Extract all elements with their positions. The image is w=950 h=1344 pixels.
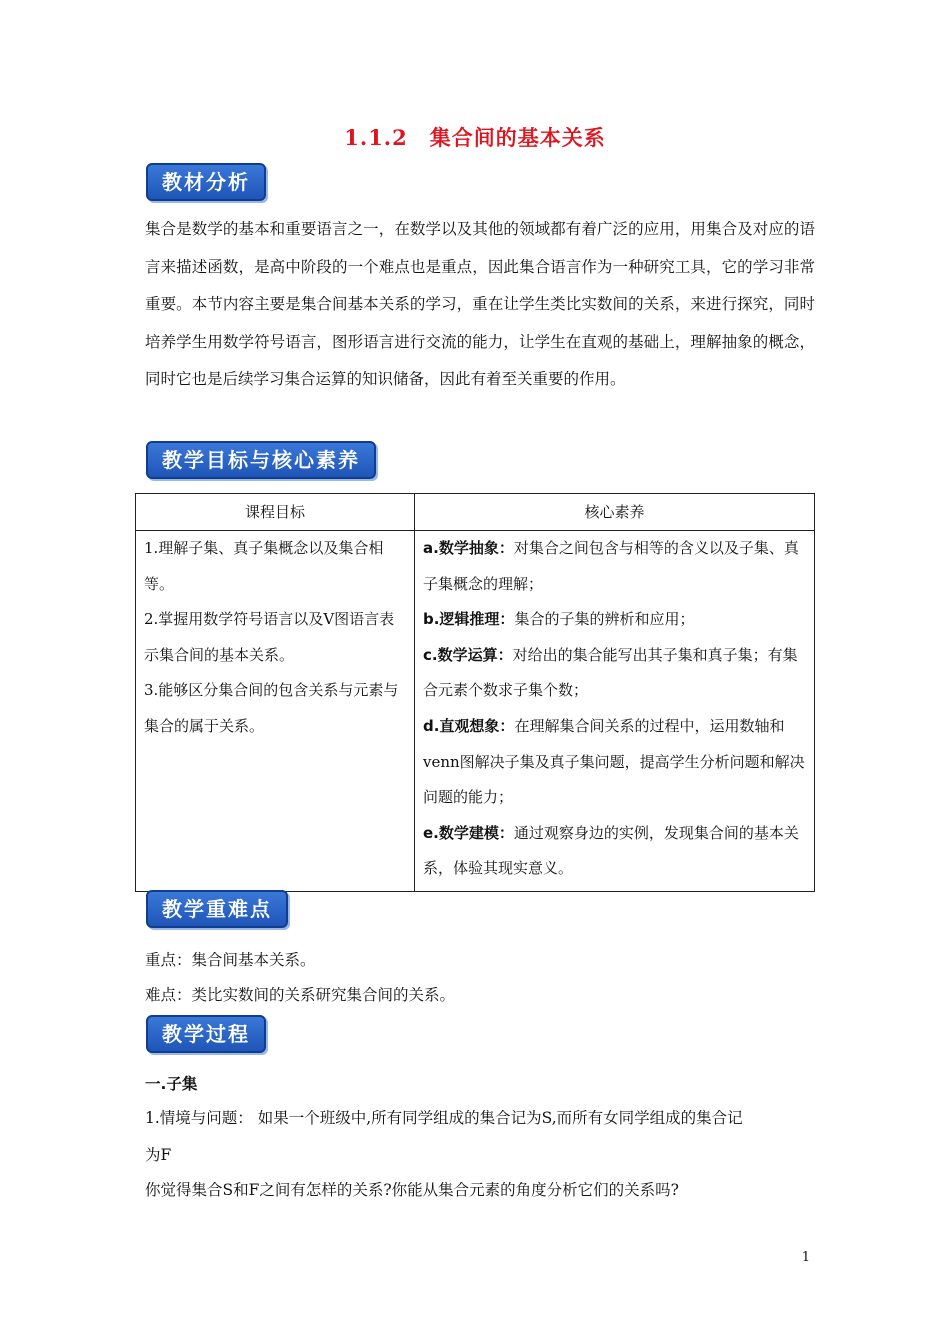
table-header-row bbox=[136, 494, 815, 531]
question-line-1: 1.情境与问题： 如果一个班级中,所有同学组成的集合记为S,而所有女同学组成的集合记 bbox=[145, 1109, 743, 1127]
key-point-important: 重点：集合间基本关系。 bbox=[145, 951, 316, 969]
goal-item-2: 2.掌握用数学符号语言以及V图语言表示集合间的基本关系。 bbox=[144, 610, 395, 664]
subheading-subset: 一.子集 bbox=[145, 1075, 198, 1093]
section-badge-analysis: 教材分析 bbox=[146, 163, 266, 201]
question-line-2: 为F bbox=[145, 1146, 172, 1164]
goals-table bbox=[135, 493, 815, 892]
literacy-item-d: d.直观想象：在理解集合间关系的过程中，运用数轴和venn图解决子集及真子集问题，提高学生分析问题和解决问题的能力； bbox=[423, 716, 805, 807]
question-line-3: 你觉得集合S和F之间有怎样的关系?你能从集合元素的角度分析它们的关系吗? bbox=[145, 1181, 679, 1199]
core-literacy-cell bbox=[415, 531, 815, 892]
literacy-item-c: c.数学运算：对给出的集合能写出其子集和真子集；有集合元素个数求子集个数； bbox=[423, 645, 798, 700]
analysis-paragraph: 集合是数学的基本和重要语言之一，在数学以及其他的领域都有着广泛的应用，用集合及对应的语言来描述函数，是高中阶段的一个难点也是重点，因此集合语言作为一种研究工具，它的学习非常重要。本节内容主要是集合间基本关系的学习，重在让学生类比实数间的关系，来进行探究，同时培养学生用数学符号语言，图形语言进行交流的能力，让学生在直观的基础上，理解抽象的概念，同时它也是后续学习集合运算的知识储备，因此有着至关重要的作用。 bbox=[145, 220, 815, 388]
literacy-item-e: e.数学建模：通过观察身边的实例，发现集合间的基本关系，体验其现实意义。 bbox=[423, 823, 799, 878]
section-badge-goals: 教学目标与核心素养 bbox=[146, 441, 376, 479]
section-badge-process: 教学过程 bbox=[146, 1015, 266, 1053]
goal-item-1: 1.理解子集、真子集概念以及集合相等。 bbox=[144, 539, 384, 593]
page-number: 1 bbox=[801, 1250, 810, 1265]
key-point-difficult: 难点：类比实数间的关系研究集合间的关系。 bbox=[145, 986, 456, 1004]
table-row bbox=[136, 531, 815, 892]
literacy-item-b: b.逻辑推理：集合的子集的辨析和应用； bbox=[423, 610, 695, 629]
section-badge-key-points: 教学重难点 bbox=[146, 890, 288, 928]
course-goals-cell bbox=[136, 531, 415, 892]
literacy-item-a: a.数学抽象：对集合之间包含与相等的含义以及子集、真子集概念的理解； bbox=[423, 539, 799, 593]
goal-item-3: 3.能够区分集合间的包含关系与元素与集合的属于关系。 bbox=[144, 681, 399, 735]
page-title: 1.1.2 集合间的基本关系 bbox=[344, 125, 606, 150]
header-core-literacy: 核心素养 bbox=[415, 494, 815, 531]
header-course-goals: 课程目标 bbox=[136, 494, 415, 531]
